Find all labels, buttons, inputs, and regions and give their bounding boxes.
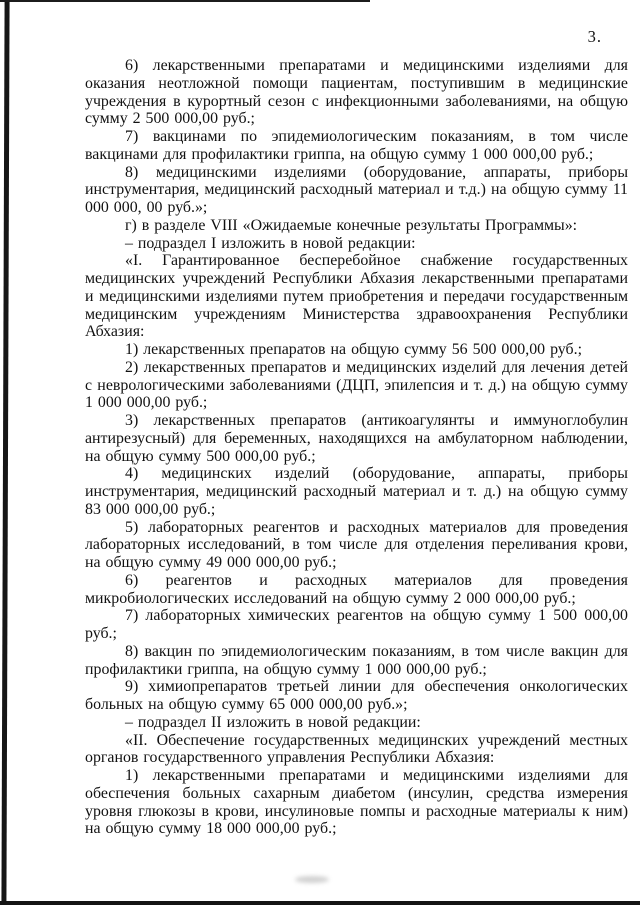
paragraph-clause-g: г) в разделе VIII «Ожидаемые конечные результаты Программы»: xyxy=(125,216,578,234)
paragraph-section1-item-8: 8) вакцин по эпидемиологическим показаниям, в том числе вакцин для профилактики гриппа, на общую сумму 1 000 000,00 руб.; xyxy=(85,642,628,678)
paragraph-item-7: 7) вакцинами по эпидемиологическим показаниям, в том числе вакцинами для профилактики гриппа, на общую сумму 1 000 000,00 руб.; xyxy=(85,128,628,163)
scan-smudge-artifact xyxy=(295,876,329,883)
paragraph-item-8: 8) медицинскими изделиями (оборудование, аппараты, приборы инструментария, медицинский расходный материал и т.д.) на общую сумму 11 000 000, 00 руб.»; xyxy=(85,163,628,216)
paragraph-section1-item-2: 2) лекарственных препаратов и медицинских изделий для лечения детей с неврологическими заболеваниями (ДЦП, эпилепсия и т. д.) на общую сумму 1 000 000,00 руб.; xyxy=(85,358,628,412)
paragraph-section1-item-7: 7) лабораторных химических реагентов на общую сумму 1 500 000,00 руб.; xyxy=(85,607,628,642)
paragraph-section-2-heading: «II. Обеспечение государственных медицинских учреждений местных органов государственного управления Республики Абхазия: xyxy=(85,731,628,767)
paragraph-section-1-heading: «I. Гарантированное бесперебойное снабжение государственных медицинских учреждений Республики Абхазия лекарственными препаратами и медицинскими изделиями путем приобретения и передачи государственным медицинским учреждениям Министерства здравоохранения Республики Абхазия: xyxy=(85,252,628,341)
paragraph-section2-item-1: 1) лекарственными препаратами и медицинскими изделиями для обеспечения больных сахарным диабетом (инсулин, средства измерения уровня глюкозы в крови, инсулиновые помпы и расходные материалы к ним) на общую сумму 18 000 000,00 руб.; xyxy=(85,767,628,838)
paragraph-item-6: 6) лекарственными препаратами и медицинскими изделиями для оказания неотложной помощи пациентам, поступившим в медицинские учреждения в курортный сезон с инфекционными заболеваниями, на общую сумму 2 500 000,00 руб.; xyxy=(85,57,628,128)
paragraph-section1-item-1: 1) лекарственных препаратов на общую сумму 56 500 000,00 руб.; xyxy=(125,341,583,358)
paragraph-section1-item-6: 6) реагентов и расходных материалов для проведения микробиологических исследований на общую сумму 2 000 000,00 руб.; xyxy=(85,571,628,607)
paragraph-section1-item-4: 4) медицинских изделий (оборудование, аппараты, приборы инструментария, медицинский расходный материал и т. д.) на общую сумму 83 000 000,00 руб.; xyxy=(85,465,628,518)
document-body-text xyxy=(85,57,628,838)
paragraph-section1-item-5: 5) лабораторных реагентов и расходных материалов для проведения лабораторных исследований, в том числе для отделения переливания крови, на общую сумму 49 000 000,00 руб.; xyxy=(85,518,628,571)
paragraph-section1-item-3: 3) лекарственных препаратов (антикоагулянты и иммуноглобулин антирезусный) для беременных, находящихся на амбулаторном наблюдении, на общую сумму 500 000,00 руб.; xyxy=(85,412,628,465)
scan-edge-left-artifact xyxy=(1,0,9,905)
page-number: 3. xyxy=(587,27,602,46)
scan-edge-bottom-artifact xyxy=(0,901,640,905)
scan-edge-top-artifact xyxy=(0,0,370,2)
paragraph-section1-item-9: 9) химиопрепаратов третьей линии для обеспечения онкологических больных на общую сумму 65 000 000,00 руб.»; xyxy=(85,678,628,713)
paragraph-subsection-2-intro: – подраздел II изложить в новой редакции: xyxy=(125,713,421,731)
paragraph-subsection-1-intro: – подраздел I изложить в новой редакции: xyxy=(125,234,416,252)
